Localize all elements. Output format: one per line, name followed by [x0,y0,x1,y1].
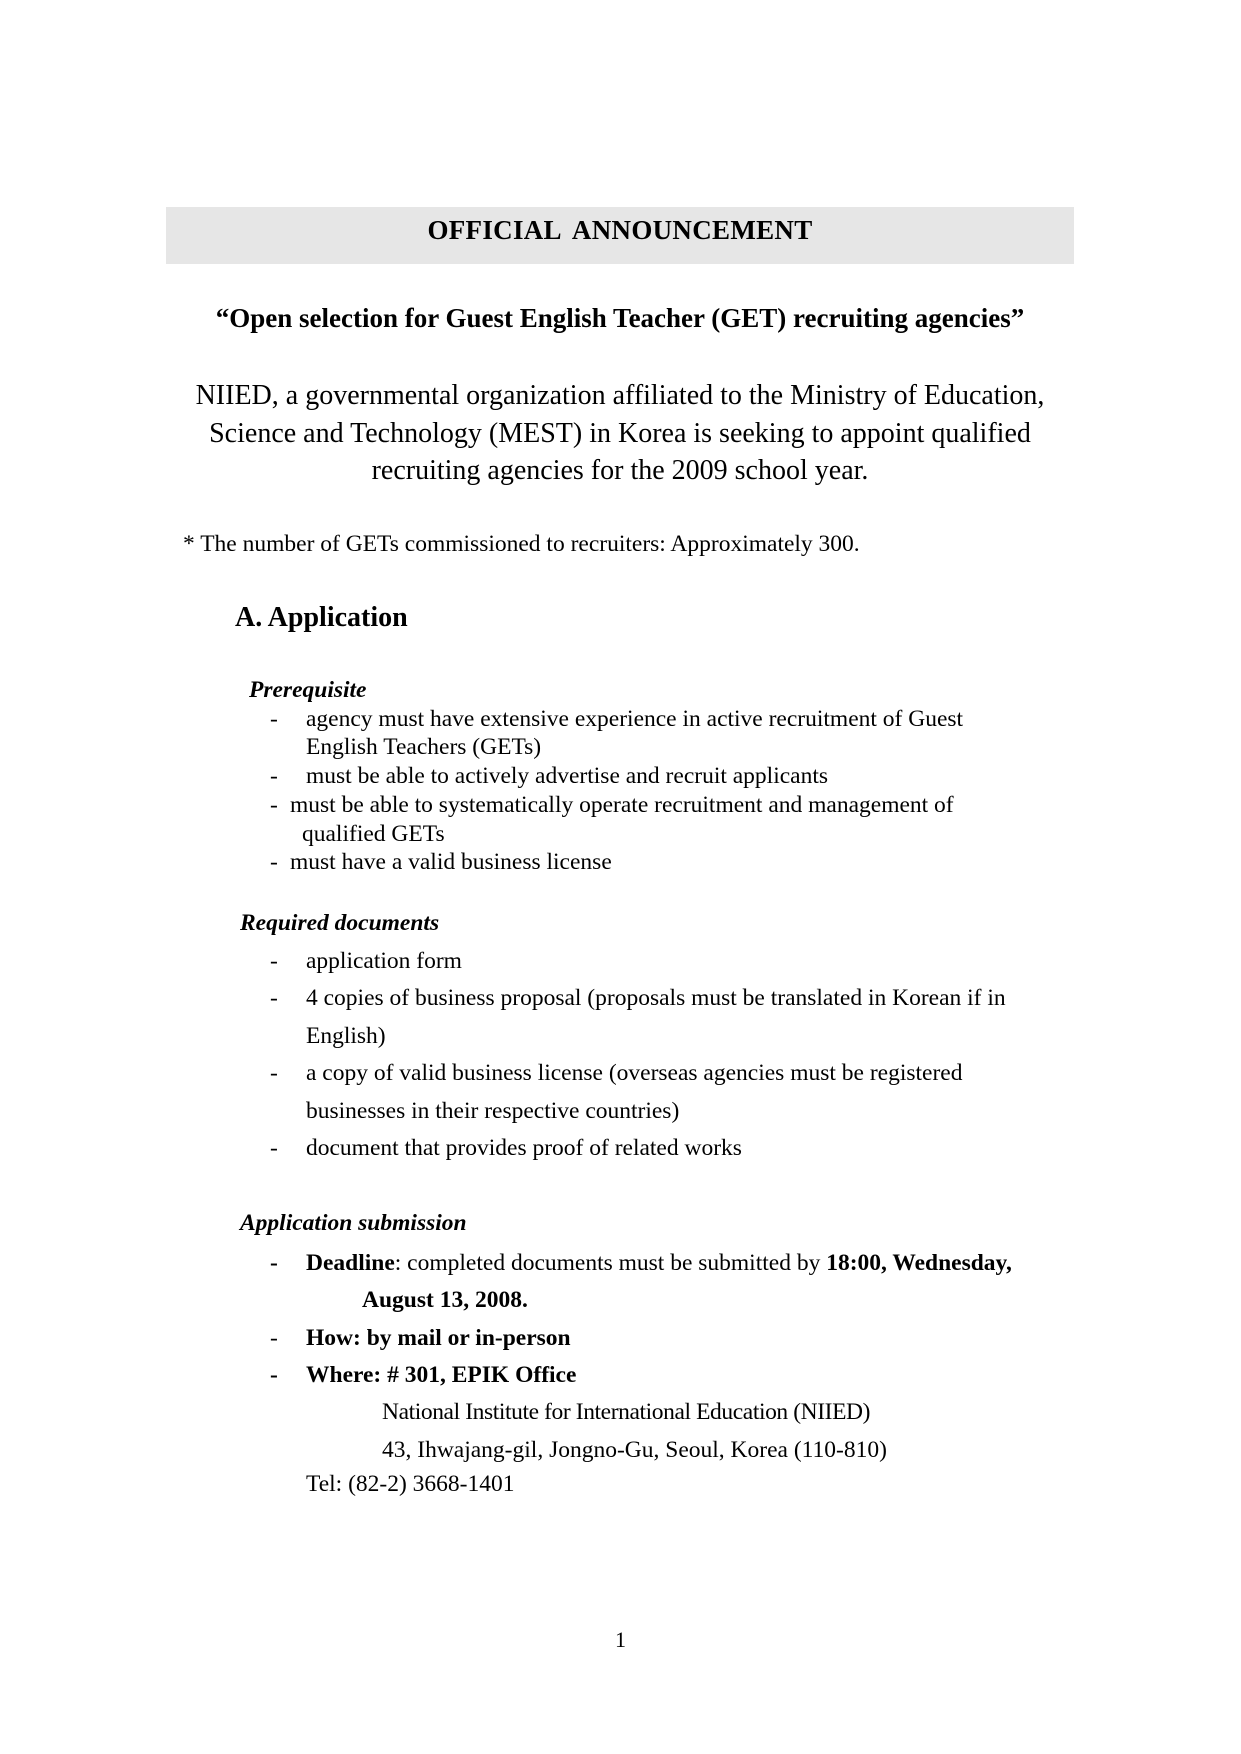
intro-line: recruiting agencies for the 2009 school year. [371,455,869,486]
list-dash: - [270,1362,278,1388]
prerequisite-item-cont: English Teachers (GETs) [306,734,542,760]
document-item: 4 copies of business proposal (proposals must be translated in Korean if in [306,985,1006,1011]
document-item-cont: English) [306,1023,386,1049]
list-dash: - [270,1325,278,1351]
intro-line: Science and Technology (MEST) in Korea is seeking to appoint qualified [209,417,1031,449]
list-dash: - [270,763,278,789]
section-a-heading: A. Application [235,602,408,633]
list-dash: - [270,792,278,818]
document-item-cont: businesses in their respective countries) [306,1098,680,1124]
deadline-date: August 13, 2008. [362,1287,528,1313]
deadline-text: : completed documents must be submitted by [394,1250,827,1276]
prerequisite-item: must have a valid business license [290,849,612,875]
document-item: application form [306,948,462,974]
list-dash: - [270,948,278,974]
deadline-label: Deadline [306,1250,395,1276]
intro-paragraph [140,377,1100,490]
document-item: a copy of valid business license (overseas agencies must be registered [306,1060,963,1086]
deadline-line [306,1250,1012,1277]
list-dash: - [270,1250,278,1276]
prerequisite-heading: Prerequisite [249,677,367,703]
list-dash: - [270,1135,278,1161]
list-dash: - [270,1060,278,1086]
institute-address: 43, Ihwajang-gil, Jongno-Gu, Seoul, Korea (110-810) [382,1437,887,1463]
list-dash: - [270,985,278,1011]
submission-location: Where: # 301, EPIK Office [306,1362,577,1388]
institute-name: National Institute for International Education (NIIED) [382,1399,871,1425]
document-item: document that provides proof of related works [306,1135,742,1161]
submission-method: How: by mail or in-person [306,1325,571,1351]
prerequisite-item-cont: qualified GETs [302,821,445,847]
prerequisite-item: must be able to systematically operate recruitment and management of [290,792,954,818]
document-subtitle: “Open selection for Guest English Teacher (GET) recruiting agencies” [215,303,1025,333]
institute-phone: Tel: (82-2) 3668-1401 [306,1471,515,1497]
list-dash: - [270,706,278,732]
recruit-count-note: * The number of GETs commissioned to recruiters: Approximately 300. [183,531,860,557]
submission-heading: Application submission [240,1210,467,1236]
deadline-datetime: 18:00, Wednesday, [826,1250,1012,1276]
announcement-title: OFFICIAL ANNOUNCEMENT [427,215,813,245]
prerequisite-item: must be able to actively advertise and recruit applicants [306,763,829,789]
required-documents-heading: Required documents [240,910,440,936]
intro-line: NIIED, a governmental organization affiliated to the Ministry of Education, [195,380,1045,411]
announcement-banner [166,207,1074,264]
page-number: 1 [615,1627,626,1652]
prerequisite-item: agency must have extensive experience in active recruitment of Guest [306,706,964,732]
list-dash: - [270,849,278,875]
